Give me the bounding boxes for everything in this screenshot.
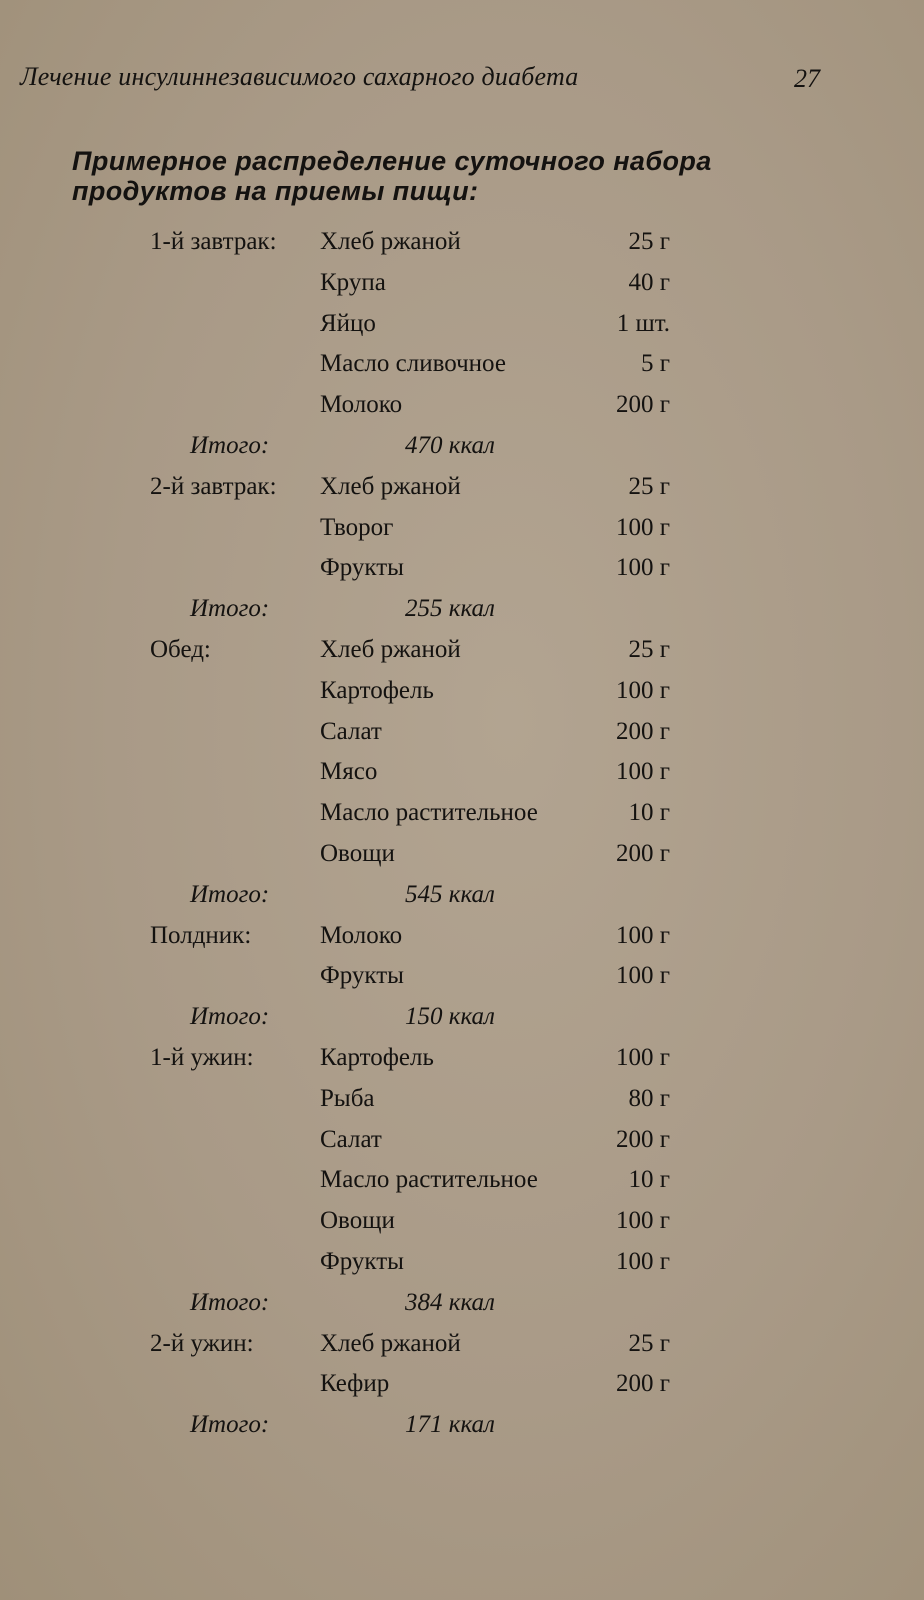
food-row	[0, 306, 924, 347]
food-quantity: 10 г	[628, 1166, 670, 1194]
food-row	[0, 1040, 924, 1081]
food-name: Мясо	[320, 758, 378, 786]
food-row	[0, 632, 924, 673]
total-row	[0, 1285, 924, 1326]
total-label: Итого:	[190, 880, 270, 908]
total-label: Итого:	[190, 1288, 270, 1316]
food-row	[0, 387, 924, 428]
food-name: Масло растительное	[320, 1166, 538, 1194]
page-number: 27	[794, 64, 820, 93]
food-quantity: 25 г	[628, 472, 670, 500]
food-name: Молоко	[320, 921, 403, 949]
food-row	[0, 1203, 924, 1244]
food-quantity: 200 г	[615, 1125, 670, 1153]
food-name: Крупа	[320, 268, 386, 296]
food-quantity: 1 шт.	[616, 309, 670, 337]
food-name: Фрукты	[320, 962, 404, 990]
food-name: Овощи	[320, 1207, 395, 1235]
food-row	[0, 346, 924, 387]
food-name: Рыба	[320, 1084, 375, 1112]
food-row	[0, 673, 924, 714]
food-name: Молоко	[320, 391, 403, 419]
food-quantity: 100 г	[615, 758, 670, 786]
food-quantity: 100 г	[615, 921, 670, 949]
food-row	[0, 1081, 924, 1122]
food-row	[0, 469, 924, 510]
total-calories: 150 ккал	[405, 1003, 495, 1031]
food-name: Хлеб ржаной	[320, 1329, 461, 1357]
total-row	[0, 428, 924, 469]
total-calories: 384 ккал	[405, 1288, 495, 1316]
food-row	[0, 1162, 924, 1203]
food-name: Хлеб ржаной	[320, 472, 461, 500]
running-head	[20, 62, 820, 102]
total-label: Итого:	[190, 595, 270, 623]
total-calories: 470 ккал	[405, 431, 495, 459]
food-row	[0, 510, 924, 551]
food-name: Кефир	[320, 1370, 390, 1398]
meal-distribution-table	[0, 224, 924, 1448]
food-quantity: 100 г	[615, 513, 670, 541]
meal-name: 1-й завтрак:	[150, 228, 277, 255]
food-quantity: 25 г	[628, 635, 670, 663]
food-quantity: 100 г	[615, 676, 670, 704]
food-name: Картофель	[320, 676, 434, 704]
food-row	[0, 1366, 924, 1407]
food-row	[0, 224, 924, 265]
food-row	[0, 918, 924, 959]
total-row	[0, 877, 924, 918]
food-row	[0, 265, 924, 306]
total-row	[0, 591, 924, 632]
meal-name: Обед:	[150, 635, 211, 663]
food-row	[0, 754, 924, 795]
food-quantity: 100 г	[615, 962, 670, 990]
food-name: Яйцо	[320, 309, 376, 337]
meal-name: 2-й ужин:	[150, 1329, 254, 1357]
food-name: Масло растительное	[320, 799, 538, 827]
food-row	[0, 795, 924, 836]
food-row	[0, 958, 924, 999]
food-quantity: 200 г	[615, 1370, 670, 1398]
total-calories: 545 ккал	[405, 880, 495, 908]
section-heading	[72, 146, 832, 206]
food-quantity: 200 г	[615, 391, 670, 419]
total-label: Итого:	[190, 431, 270, 459]
meal-name: 2-й завтрак:	[150, 472, 277, 500]
food-quantity: 40 г	[628, 268, 670, 296]
food-row	[0, 550, 924, 591]
food-quantity: 200 г	[615, 839, 670, 867]
food-name: Фрукты	[320, 1247, 404, 1275]
total-label: Итого:	[190, 1003, 270, 1031]
food-quantity: 5 г	[640, 350, 670, 378]
meal-name: Полдник:	[150, 921, 252, 949]
total-row	[0, 999, 924, 1040]
food-name: Хлеб ржаной	[320, 635, 461, 663]
food-quantity: 100 г	[615, 1247, 670, 1275]
food-row	[0, 714, 924, 755]
meal-name: 1-й ужин:	[150, 1043, 254, 1071]
food-name: Салат	[320, 717, 382, 745]
food-name: Салат	[320, 1125, 382, 1153]
running-title: Лечение инсулиннезависимого сахарного диабета	[20, 62, 579, 91]
food-quantity: 200 г	[615, 717, 670, 745]
section-heading-line: продуктов на приемы пищи:	[72, 176, 479, 206]
food-quantity: 25 г	[628, 228, 670, 255]
food-name: Масло сливочное	[320, 350, 506, 378]
total-label: Итого:	[190, 1411, 270, 1439]
section-heading-line: Примерное распределение суточного набора	[72, 146, 712, 176]
food-name: Картофель	[320, 1043, 434, 1071]
food-row	[0, 1244, 924, 1285]
food-name: Фрукты	[320, 554, 404, 582]
total-calories: 171 ккал	[405, 1411, 495, 1439]
food-name: Творог	[320, 513, 394, 541]
food-quantity: 25 г	[628, 1329, 670, 1357]
food-name: Хлеб ржаной	[320, 228, 461, 255]
food-row	[0, 1122, 924, 1163]
food-row	[0, 836, 924, 877]
food-quantity: 100 г	[615, 1043, 670, 1071]
food-row	[0, 1326, 924, 1367]
total-calories: 255 ккал	[405, 595, 495, 623]
food-quantity: 100 г	[615, 554, 670, 582]
food-quantity: 80 г	[628, 1084, 670, 1112]
food-quantity: 100 г	[615, 1207, 670, 1235]
food-name: Овощи	[320, 839, 395, 867]
total-row	[0, 1407, 924, 1448]
food-quantity: 10 г	[628, 799, 670, 827]
